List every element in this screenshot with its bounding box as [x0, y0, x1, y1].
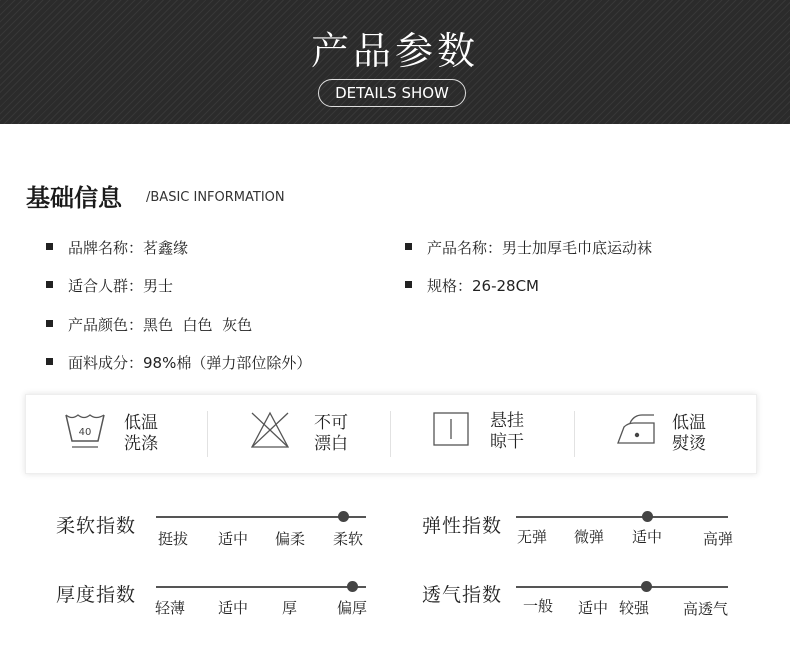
hang-dry-icon [432, 409, 470, 449]
info-brand: 品牌名称：茗鑫缘 [46, 237, 188, 258]
header-banner [0, 0, 790, 124]
softness-option: 适中 [218, 530, 249, 548]
care-item-dry [432, 395, 582, 473]
elasticity-option: 无弹 [517, 528, 548, 546]
elasticity-label: 弹性指数 [422, 515, 503, 537]
divider [574, 411, 575, 457]
thickness-option: 适中 [218, 599, 249, 617]
bullet-icon [46, 243, 53, 250]
bullet-icon [405, 281, 412, 288]
elasticity-option: 高弹 [703, 530, 734, 548]
low-iron-icon [616, 411, 658, 447]
care-instructions [25, 394, 757, 474]
info-audience: 适合人群：男士 [46, 275, 173, 296]
info-colors: 产品颜色：黑色 白色 灰色 [46, 314, 252, 335]
thickness-marker [347, 581, 358, 592]
no-bleach-icon [248, 409, 292, 451]
care-item-iron [616, 395, 756, 473]
softness-option: 柔软 [333, 530, 364, 548]
section-title: 基础信息 [26, 184, 122, 212]
wash-40-icon [64, 411, 106, 451]
thickness-track [156, 586, 366, 588]
bullet-icon [405, 243, 412, 250]
elasticity-option: 微弹 [574, 528, 605, 546]
breathability-option: 适中 [578, 599, 609, 617]
thickness-option: 厚 [282, 599, 298, 617]
care-wash-text: 低温 洗涤 [124, 413, 158, 454]
divider [207, 411, 208, 457]
svg-text:40: 40 [78, 427, 92, 438]
thickness-option: 偏厚 [337, 599, 368, 617]
breathability-option: 一般 [523, 597, 554, 615]
info-material: 面料成分：98%棉（弹力部位除外） [46, 352, 311, 373]
info-product: 产品名称：男士加厚毛巾底运动袜 [405, 237, 652, 258]
care-iron-text: 低温 熨烫 [672, 413, 706, 454]
banner-pill: DETAILS SHOW [318, 79, 466, 107]
softness-option: 偏柔 [275, 530, 306, 548]
breathability-option: 高透气 [683, 600, 729, 618]
breathability-option: 较强 [619, 599, 650, 617]
care-item-wash [64, 395, 214, 473]
softness-label: 柔软指数 [56, 515, 137, 537]
thickness-option: 轻薄 [155, 599, 186, 617]
info-size: 规格：26-28CM [405, 275, 539, 296]
softness-option: 挺拔 [158, 530, 189, 548]
thickness-label: 厚度指数 [56, 584, 137, 606]
elasticity-marker [642, 511, 653, 522]
banner-title: 产品参数 [310, 29, 479, 73]
care-dry-text: 悬挂 晾干 [490, 411, 524, 452]
breathability-marker [641, 581, 652, 592]
care-bleach-text: 不可 漂白 [314, 413, 348, 454]
divider [390, 411, 391, 457]
bullet-icon [46, 320, 53, 327]
breathability-label: 透气指数 [422, 584, 503, 606]
section-subtitle: /BASIC INFORMATION [146, 190, 285, 205]
bullet-icon [46, 281, 53, 288]
care-item-bleach [248, 395, 398, 473]
breathability-track [516, 586, 728, 588]
elasticity-track [516, 516, 728, 518]
elasticity-option: 适中 [632, 528, 663, 546]
bullet-icon [46, 358, 53, 365]
softness-track [156, 516, 366, 518]
softness-marker [338, 511, 349, 522]
